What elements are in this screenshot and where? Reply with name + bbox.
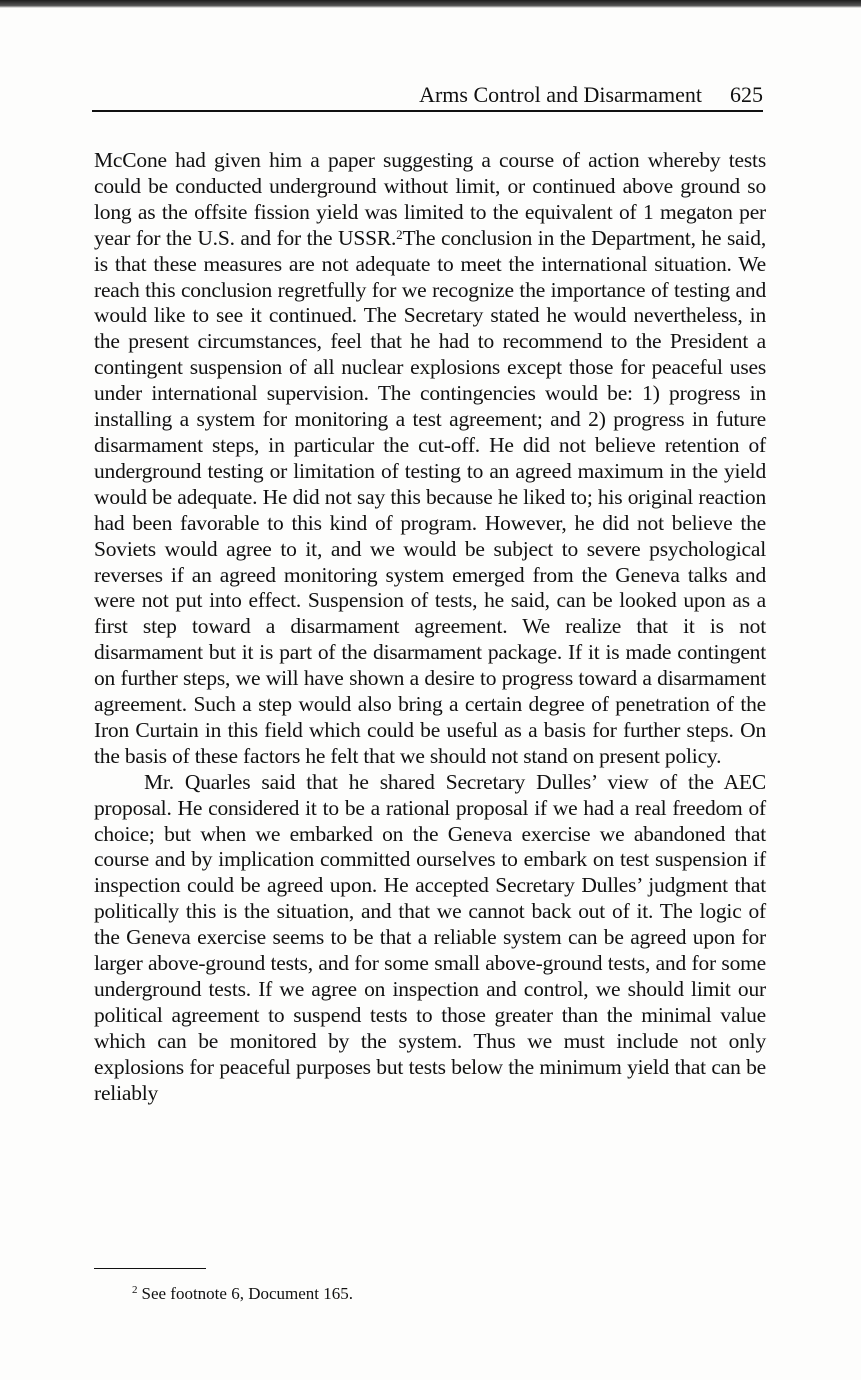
footnote-rule (94, 1268, 206, 1269)
page-number: 625 (730, 82, 763, 107)
footnote-number: 2 (132, 1284, 138, 1296)
running-head (92, 80, 763, 112)
footnote (132, 1283, 353, 1305)
paragraph-1-after-note: The conclusion in the Department, he said, is that these measures are not adequate to meet the international situation. We reach this conclusion regretfully for we recognize the importance of testing and would like to see it continued. The Secretary stated he would nevertheless, in the present circumstances, feel that he had to recommend to the President a contingent suspension of all nuclear explosions except those for peaceful uses under international supervision. The contingencies would be: 1) progress in installing a system for monitoring a test agreement; and 2) progress in future disarmament steps, in particular the cut-off. He did not believe retention of underground testing or limitation of testing to an agreed maximum in the yield would be adequate. He did not say this because he liked to; his original reaction had been favorable to this kind of program. However, he did not believe the Soviets would agree to it, and we would be subject to severe psychological reverses if an agreed monitoring system emerged from the Geneva talks and were not put into effect. Suspension of tests, he said, can be looked upon as a first step toward a disarmament agreement. We realize that it is not disarmament but it is part of the disarmament package. If it is made contingent on further steps, we will have shown a desire to progress toward a disarmament agreement. Such a step would also bring a certain degree of penetration of the Iron Curtain in this field which could be useful as a basis for further steps. On the basis of these factors he felt that we should not stand on present policy. (94, 225, 767, 768)
paragraph-1-before-note: McCone had given him a paper suggesting a course of action whereby tests could be conducted underground without limit, or continued above ground so long as the offsite fission yield was limited to the equivalent of 1 megaton per year for the U.S. and for the USSR. (94, 148, 766, 250)
running-title: Arms Control and Disarmament (419, 82, 702, 107)
note-reference-2: 2 (396, 226, 403, 242)
paragraph-2: Mr. Quarles said that he shared Secretary Dulles’ view of the AEC proposal. He considered it to be a rational proposal if we had a real freedom of choice; but when we embarked on the Geneva exercise we abandoned that course and by implication committed ourselves to embark on test suspension if inspection could be agreed upon. He accepted Secretary Dulles’ judgment that politically this is the situation, and that we cannot back out of it. The logic of the Geneva exercise seems to be that a reliable system can be agreed upon for larger above-ground tests, and for some small above-ground tests, and for some underground tests. If we agree on inspection and control, we should limit our political agreement to suspend tests to those greater than the minimal value which can be monitored by the system. Thus we must include not only explosions for peaceful purposes but tests below the minimum yield that can be reliably (94, 769, 766, 1105)
paragraph-1 (94, 148, 766, 770)
footnote-text: See footnote 6, Document 165. (141, 1284, 354, 1303)
scan-edge (0, 0, 861, 8)
body-text (94, 148, 766, 1107)
